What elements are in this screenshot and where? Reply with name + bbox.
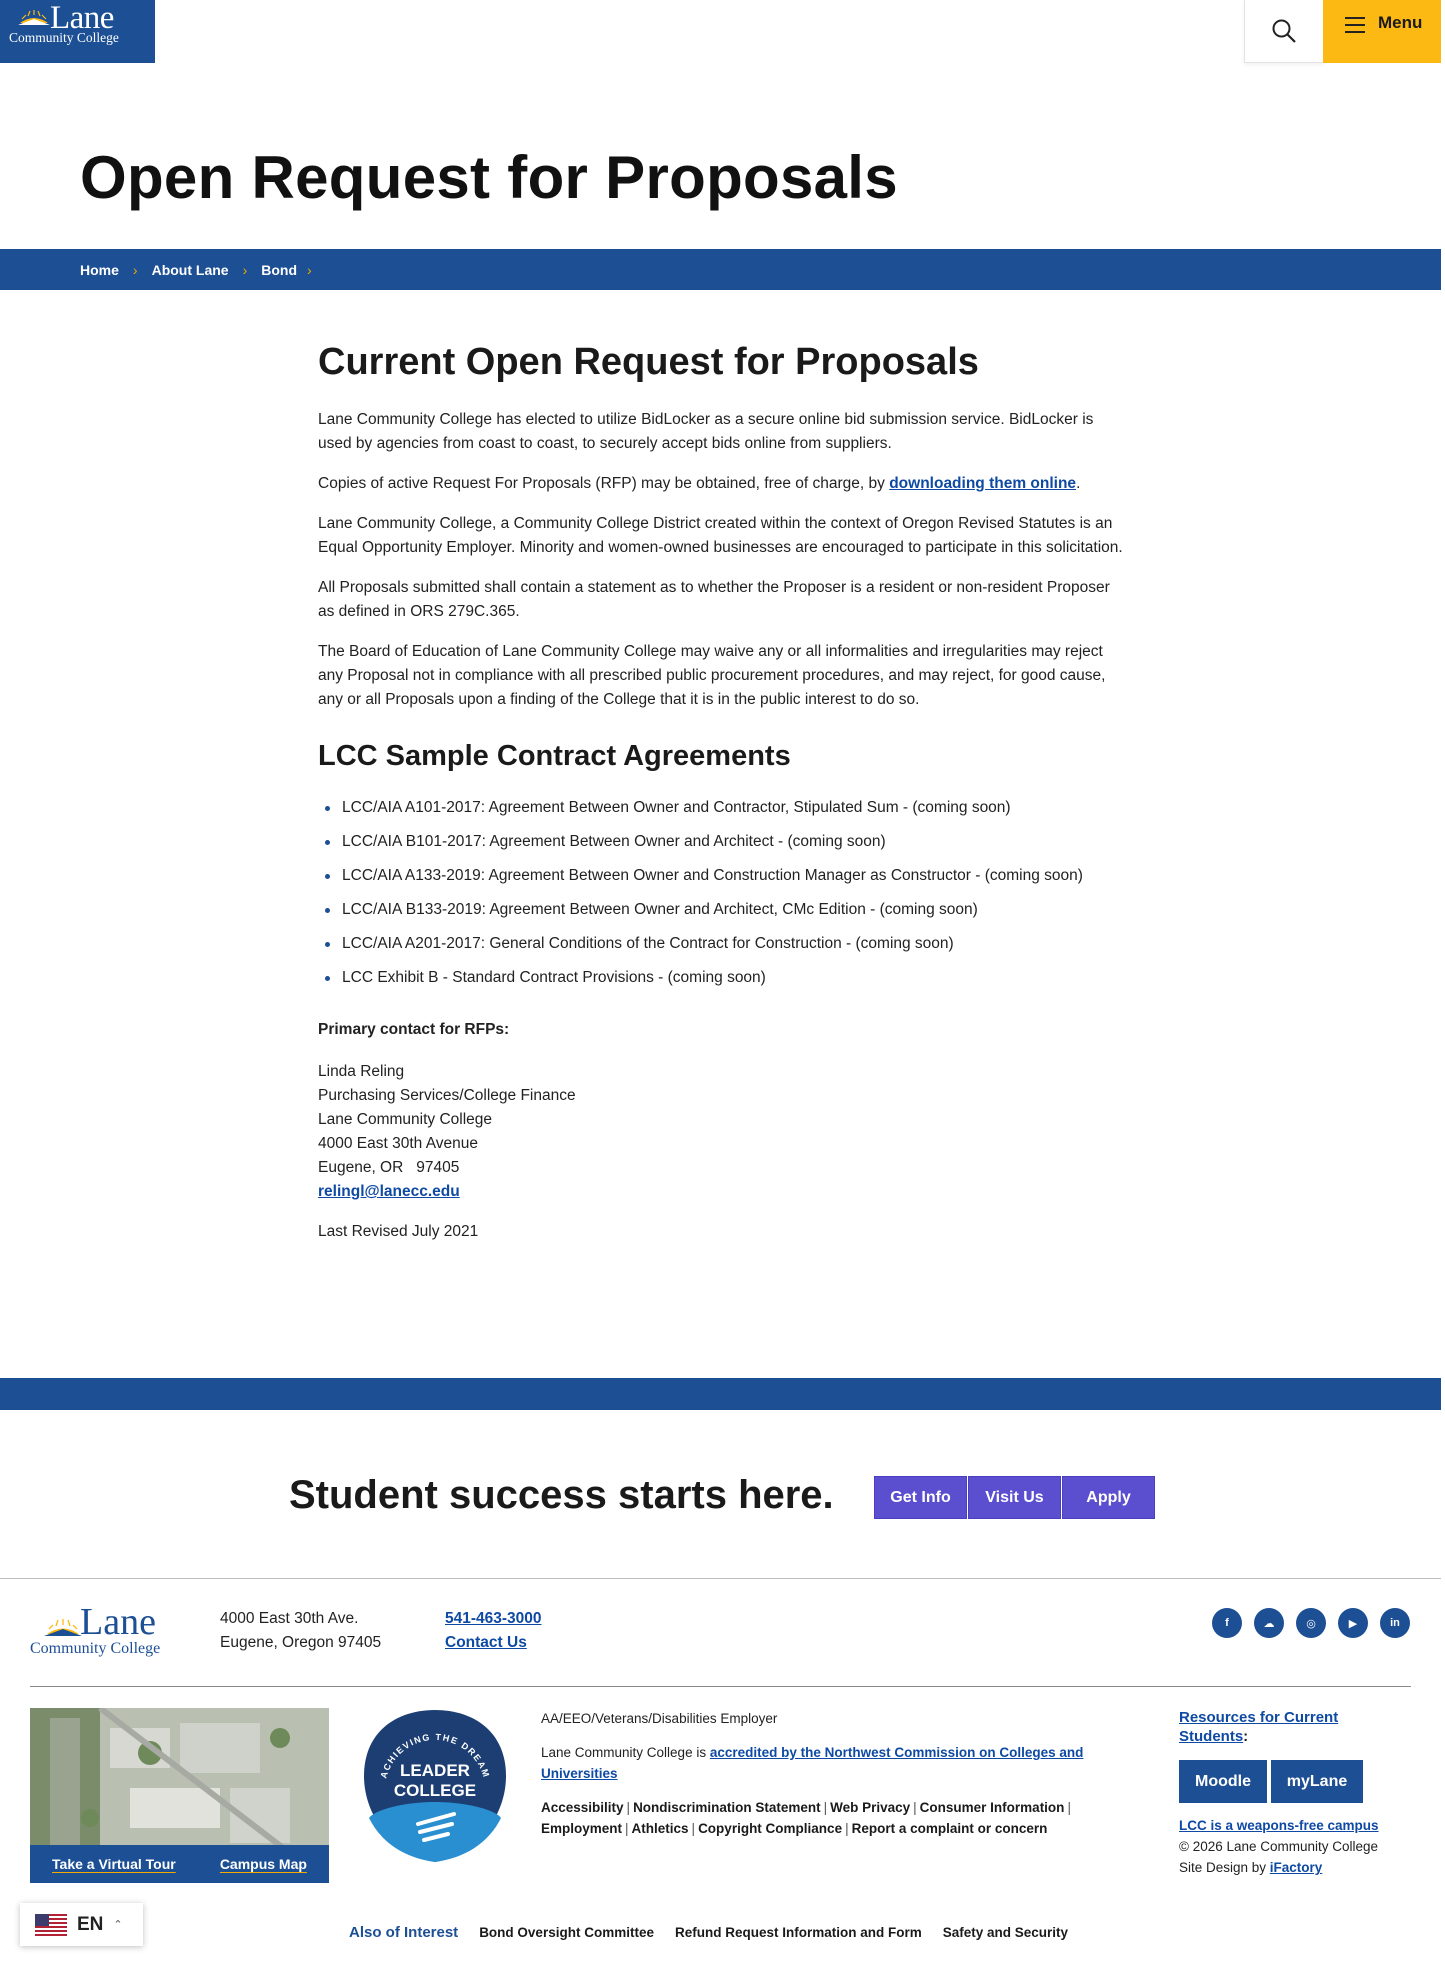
- web-privacy-link[interactable]: Web Privacy: [830, 1800, 911, 1815]
- agreements-heading: LCC Sample Contract Agreements: [318, 740, 791, 772]
- site-design-text: Site Design by: [1179, 1860, 1270, 1875]
- logo-subtitle: Community College: [30, 1640, 161, 1657]
- chevron-right-icon: ›: [132, 261, 138, 278]
- footer-logo[interactable]: [30, 1601, 175, 1662]
- also-of-interest: [349, 1924, 1068, 1941]
- badge-line-2: COLLEGE: [393, 1781, 477, 1800]
- rfp-copies-text: Copies of active Request For Proposals (RFP) may be obtained, free of charge, by: [318, 475, 890, 492]
- moodle-button[interactable]: Moodle: [1179, 1760, 1267, 1803]
- page-title: Open Request for Proposals: [80, 144, 898, 211]
- sunrise-icon: [18, 9, 50, 25]
- search-button[interactable]: [1244, 0, 1323, 63]
- resource-buttons: [1179, 1760, 1409, 1803]
- map-links-bar: [30, 1845, 329, 1883]
- nondiscrimination-link[interactable]: Nondiscrimination Statement: [633, 1800, 821, 1815]
- hamburger-icon: [1344, 15, 1366, 35]
- accreditation-link[interactable]: accredited by the Northwest Commission on Colleges and Universities: [541, 1745, 1084, 1781]
- equal-opportunity-paragraph: Lane Community College, a Community College District created within the context of Oregon Revised Statutes is an Equal Opportunity Employer. Minority and women-owned businesses are encouraged to participate in this solicitation.: [318, 515, 1123, 556]
- safety-security-link[interactable]: Safety and Security: [942, 1925, 1069, 1940]
- residency-paragraph: All Proposals submitted shall contain a statement as to whether the Proposer is a resident or non-resident Proposer as defined in ORS 279C.365.: [318, 579, 1110, 620]
- resources-small-print: [1179, 1815, 1409, 1878]
- language-selector[interactable]: [20, 1903, 143, 1946]
- virtual-tour-link[interactable]: Take a Virtual Tour: [52, 1856, 176, 1872]
- visit-us-button[interactable]: Visit Us: [968, 1476, 1061, 1519]
- download-rfp-link[interactable]: downloading them online: [889, 475, 1077, 492]
- leader-college-badge: [356, 1706, 514, 1866]
- facebook-icon[interactable]: f: [1212, 1608, 1242, 1638]
- logo-wordmark: Lane: [80, 1601, 156, 1643]
- apply-button[interactable]: Apply: [1062, 1476, 1155, 1519]
- breadcrumb-label: About Lane: [151, 261, 229, 278]
- site-logo[interactable]: [0, 0, 155, 63]
- main-content: [318, 336, 1128, 1260]
- report-complaint-link[interactable]: Report a complaint or concern: [851, 1821, 1048, 1836]
- athletics-link[interactable]: Athletics: [631, 1821, 689, 1836]
- language-code: EN: [77, 1913, 104, 1935]
- intro-paragraph: Lane Community College has elected to utilize BidLocker as a secure online bid submission service. BidLocker is used by agencies from coast to coast, to securely accept bids online from suppliers.: [318, 411, 1094, 452]
- logo-subtitle: Community College: [9, 30, 119, 45]
- contact-college: Lane Community College: [318, 1111, 493, 1128]
- achieving-the-dream-icon: [356, 1706, 514, 1866]
- copyright-text: © 2026 Lane Community College: [1179, 1839, 1379, 1854]
- employer-note: AA/EEO/Veterans/Disabilities Employer: [541, 1711, 778, 1726]
- footer-city: Eugene, Oregon 97405: [220, 1634, 382, 1651]
- social-links: [1212, 1608, 1410, 1638]
- accreditation-text: Lane Community College is: [541, 1745, 710, 1760]
- ifactory-link[interactable]: iFactory: [1269, 1860, 1323, 1875]
- contact-city: Eugene, OR 97405: [318, 1159, 460, 1176]
- consumer-information-link[interactable]: Consumer Information: [919, 1800, 1065, 1815]
- sunrise-icon: [44, 1618, 82, 1636]
- us-flag-icon: [35, 1914, 67, 1936]
- linkedin-icon[interactable]: in: [1380, 1608, 1410, 1638]
- chevron-right-icon: ›: [242, 261, 248, 278]
- list-item: LCC/AIA A201-2017: General Conditions of the Contract for Construction - (coming soon): [318, 932, 1128, 956]
- list-item: LCC/AIA A133-2019: Agreement Between Owner and Construction Manager as Constructor - (coming soon): [318, 864, 1128, 888]
- contact-street: 4000 East 30th Avenue: [318, 1135, 479, 1152]
- list-item: LCC/AIA B133-2019: Agreement Between Owner and Architect, CMc Edition - (coming soon): [318, 898, 1128, 922]
- campus-map-image[interactable]: [30, 1708, 329, 1883]
- board-waiver-paragraph: The Board of Education of Lane Community College may waive any or all informalities and irregularities may reject any Proposal not in compliance with all prescribed public procurement procedures, and may reject, for good cause, any or all Proposals upon a finding of the College that it is in the public interest to do so.: [318, 643, 1106, 708]
- cta-button-group: [874, 1476, 1155, 1519]
- student-resources: [1179, 1708, 1409, 1878]
- section-divider-band: [0, 1378, 1441, 1410]
- contact-us-link[interactable]: Contact Us: [445, 1634, 527, 1651]
- breadcrumb-home[interactable]: [80, 262, 152, 278]
- resources-link[interactable]: Resources for Current Students: [1179, 1709, 1339, 1745]
- instagram-icon[interactable]: ◎: [1296, 1608, 1326, 1638]
- accessibility-link[interactable]: Accessibility: [541, 1800, 624, 1815]
- phone-link[interactable]: 541-463-3000: [445, 1610, 542, 1627]
- breadcrumb-label: Home: [80, 261, 119, 278]
- footer-street: 4000 East 30th Ave.: [220, 1610, 359, 1627]
- contact-email-link[interactable]: relingl@lanecc.edu: [318, 1183, 460, 1200]
- list-item: LCC Exhibit B - Standard Contract Provisions - (coming soon): [318, 966, 1128, 990]
- search-icon: [1271, 18, 1297, 44]
- breadcrumb: [0, 249, 1441, 290]
- rfp-copies-paragraph: [318, 472, 1128, 496]
- rfp-copies-end: .: [1076, 475, 1081, 492]
- footer-contact: [445, 1607, 542, 1655]
- menu-button[interactable]: [1323, 0, 1441, 63]
- youtube-icon[interactable]: ▶: [1338, 1608, 1368, 1638]
- mylane-button[interactable]: myLane: [1271, 1760, 1363, 1803]
- contact-heading: Primary contact for RFPs:: [318, 1021, 510, 1038]
- resources-colon: :: [1243, 1728, 1249, 1745]
- also-of-interest-heading: Also of Interest: [349, 1924, 459, 1941]
- cta-heading: Student success starts here.: [289, 1473, 834, 1517]
- bond-oversight-link[interactable]: Bond Oversight Committee: [479, 1925, 654, 1940]
- section-heading: Current Open Request for Proposals: [318, 341, 979, 383]
- contact-department: Purchasing Services/College Finance: [318, 1087, 576, 1104]
- breadcrumb-label: Bond: [261, 261, 298, 278]
- footer-address: [220, 1607, 381, 1655]
- employment-link[interactable]: Employment: [541, 1821, 623, 1836]
- chevron-up-icon: ⌃: [113, 1919, 123, 1931]
- footer-divider: [0, 1578, 1441, 1579]
- legal-links: Accessibility | Nondiscrimination Statement | Web Privacy | Consumer Information | Employment | Athletics | Copyright Compliance | Report a complaint or concern: [541, 1800, 1071, 1836]
- list-item: LCC/AIA A101-2017: Agreement Between Owner and Contractor, Stipulated Sum - (coming soon): [318, 796, 1128, 820]
- copyright-compliance-link[interactable]: Copyright Compliance: [698, 1821, 843, 1836]
- accreditation-note: [541, 1742, 1111, 1784]
- breadcrumb-bond[interactable]: [261, 262, 325, 278]
- footer-info: [541, 1708, 1111, 1852]
- get-info-button[interactable]: Get Info: [874, 1476, 967, 1519]
- agreements-list: [318, 796, 1128, 990]
- list-item: LCC/AIA B101-2017: Agreement Between Owner and Architect - (coming soon): [318, 830, 1128, 854]
- breadcrumb-about-lane[interactable]: [152, 262, 262, 278]
- bluesky-icon[interactable]: ☁: [1254, 1608, 1284, 1638]
- refund-request-link[interactable]: Refund Request Information and Form: [674, 1925, 922, 1940]
- contact-address: [318, 1060, 1128, 1204]
- badge-arc-text: ACHIEVING THE DREAM: [378, 1731, 492, 1780]
- contact-name: Linda Reling: [318, 1063, 405, 1080]
- chevron-right-icon: ›: [307, 261, 312, 278]
- menu-label: Menu: [1378, 13, 1423, 32]
- resources-heading: [1179, 1708, 1409, 1746]
- weapons-free-link[interactable]: LCC is a weapons-free campus: [1179, 1818, 1379, 1833]
- footer-divider: [30, 1686, 1411, 1687]
- last-revised: Last Revised July 2021: [318, 1223, 479, 1240]
- logo-wordmark: Lane: [50, 0, 114, 36]
- badge-line-1: LEADER: [400, 1761, 470, 1780]
- campus-map-link[interactable]: Campus Map: [219, 1856, 307, 1872]
